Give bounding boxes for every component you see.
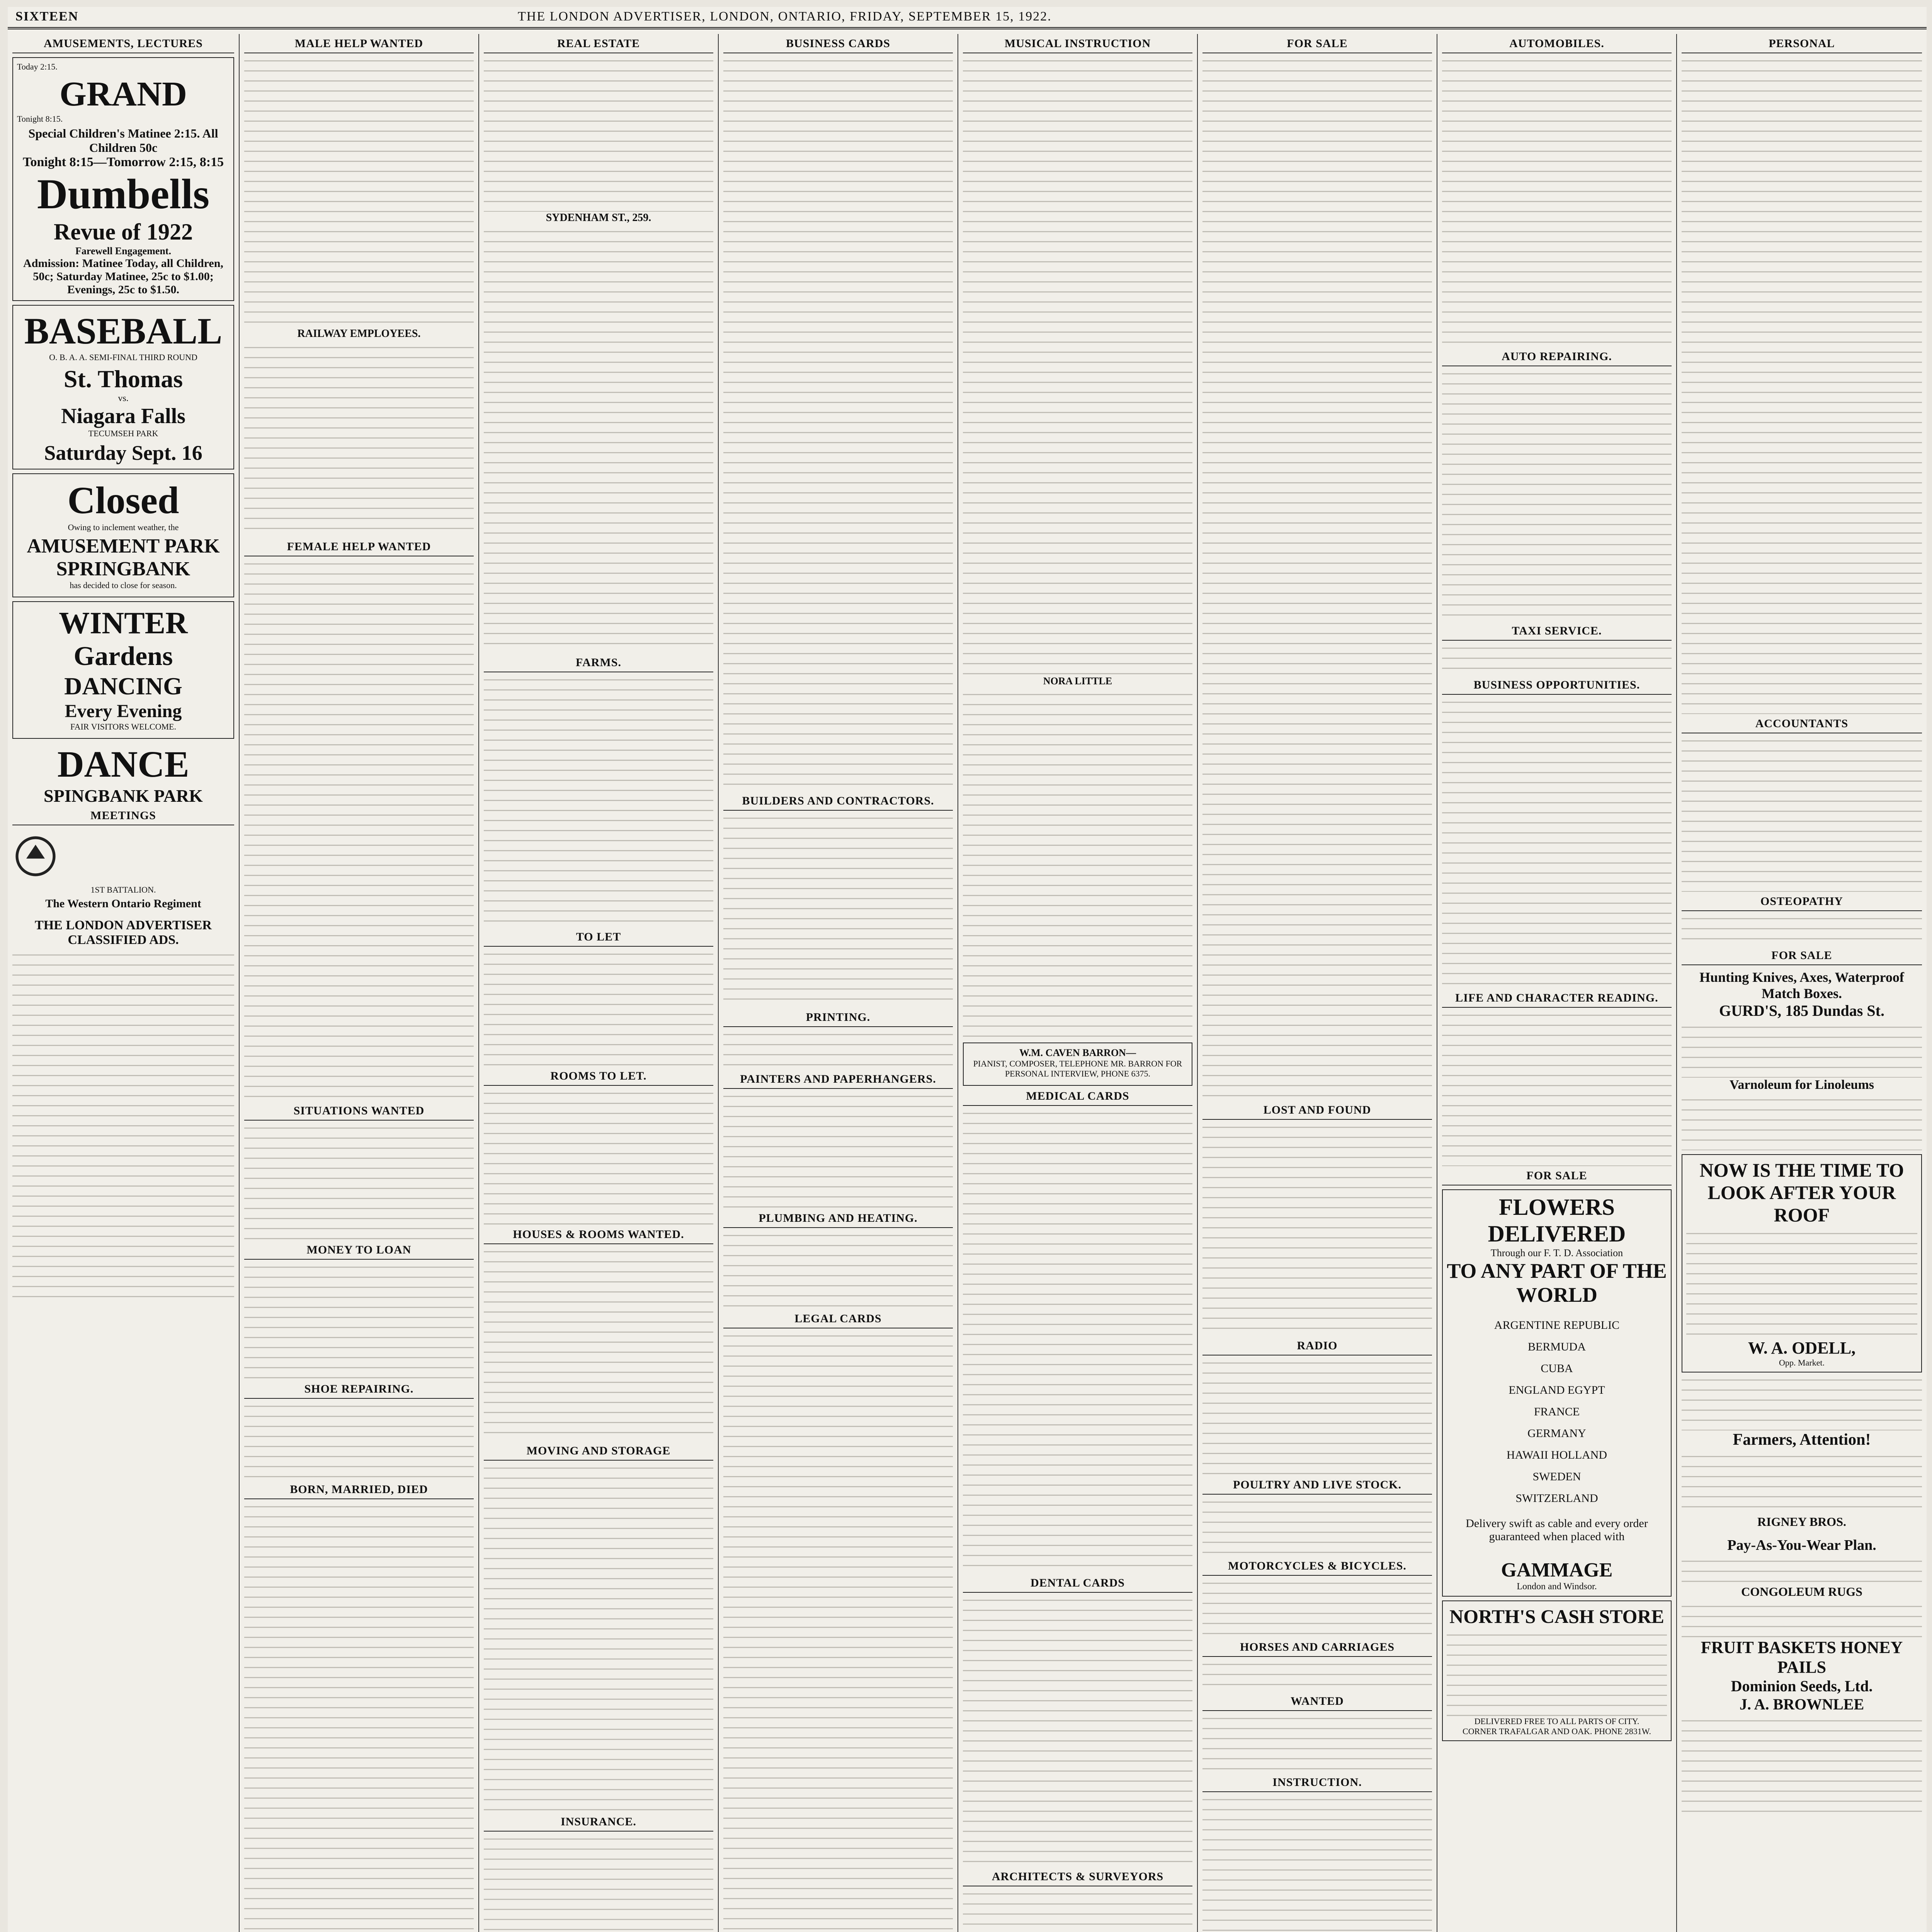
admission-text: Admission: Matinee Today, all Children, 50c; Saturday Matinee, 25c to $1.00; Evenings, 25c to $1.50. (23, 257, 223, 296)
section-header-meetings: MEETINGS (12, 809, 234, 825)
section-header-plumbing: PLUMBING AND HEATING. (723, 1212, 953, 1228)
section-header-painters: PAINTERS AND PAPERHANGERS. (723, 1073, 953, 1089)
column-text-block (1442, 699, 1672, 988)
grand-matinee: Special Children's Matinee 2:15. All Children 50c (28, 126, 218, 155)
section-header-motorcycles: MOTORCYCLES & BICYCLES. (1202, 1560, 1432, 1576)
section-header-wanted: WANTED (1202, 1695, 1432, 1711)
caven-details: PIANIST, COMPOSER, TELEPHONE MR. BARRON FOR PERSONAL INTERVIEW, PHONE 6375. (973, 1059, 1182, 1078)
column-text-block (484, 1248, 713, 1441)
column-amusements (8, 34, 240, 1932)
column-text-block (484, 676, 713, 927)
sydenham-title: SYDENHAM ST., 259. (546, 212, 651, 224)
section-header-to-let: TO LET (484, 930, 713, 947)
column-text-block (484, 57, 713, 212)
column-text-block (1202, 1498, 1432, 1556)
rigney-name: RIGNEY BROS. (1757, 1515, 1846, 1529)
column-text-block (244, 344, 474, 537)
team-st-thomas: St. Thomas (63, 365, 183, 393)
column-text-block (723, 815, 953, 1008)
column-text-block (723, 57, 953, 791)
baseball-ad (12, 305, 234, 469)
dance-title: DANCE (57, 743, 189, 785)
column-text-block (1682, 1453, 1922, 1515)
section-header-life: LIFE AND CHARACTER READING. (1442, 992, 1672, 1008)
game-date: Saturday Sept. 16 (44, 441, 202, 464)
column-text-block (1202, 1661, 1432, 1692)
grand-title: GRAND (60, 75, 187, 113)
masthead-title: THE LONDON ADVERTISER, LONDON, ONTARIO, FRIDAY, SEPTEMBER 15, 1922. (518, 9, 1052, 24)
revue-title: Revue of 1922 (54, 219, 193, 245)
column-text-block (484, 228, 713, 653)
odell-sub: Opp. Market. (1779, 1358, 1825, 1367)
section-header-real-estate: REAL ESTATE (484, 37, 713, 53)
varnoleum-ad: Varnoleum for Linoleums (1729, 1078, 1874, 1092)
amusement-park: AMUSEMENT PARK SPRINGBANK (27, 535, 220, 580)
section-header-business-opp: BUSINESS OPPORTUNITIES. (1442, 679, 1672, 695)
caven-barron-ad (963, 1043, 1192, 1086)
congoleum-title: CONGOLEUM RUGS (1741, 1585, 1862, 1599)
closed-sub: Owing to inclement weather, the (68, 522, 179, 532)
section-header-musical: MUSICAL INSTRUCTION (963, 37, 1192, 53)
column-text-block (244, 1264, 474, 1379)
country-item: SWITZERLAND (1515, 1492, 1598, 1505)
section-header-amusements: AMUSEMENTS, LECTURES (12, 37, 234, 53)
winter-title: WINTER (59, 606, 188, 640)
hunting-ad: Hunting Knives, Axes, Waterproof Match Boxes. (1699, 969, 1904, 1001)
norths-title: NORTH'S CASH STORE (1449, 1605, 1664, 1627)
section-header-rooms: ROOMS TO LET. (484, 1070, 713, 1086)
section-header-for-sale: FOR SALE (1202, 37, 1432, 53)
section-header-insurance: INSURANCE. (484, 1815, 713, 1832)
page-number: SIXTEEN (15, 9, 79, 24)
column-text-block (723, 1093, 953, 1209)
baseball-title: BASEBALL (24, 310, 223, 352)
odell-name: W. A. ODELL, (1748, 1338, 1856, 1357)
nora-little: NORA LITTLE (1043, 675, 1112, 687)
column-text-block (1682, 57, 1922, 714)
tecumseh-park: TECUMSEH PARK (88, 429, 158, 438)
section-header-lost: LOST AND FOUND (1202, 1104, 1432, 1120)
section-header-auto-repairing: AUTO REPAIRING. (1442, 350, 1672, 366)
fair-visitors: FAIR VISITORS WELCOME. (70, 722, 176, 731)
classified-ads-title: THE LONDON ADVERTISER CLASSIFIED ADS. (35, 918, 212, 947)
column-text-block (12, 951, 234, 1299)
flowers-title: FLOWERS DELIVERED (1488, 1194, 1626, 1247)
column-text-block (723, 1031, 953, 1070)
country-item: CUBA (1541, 1362, 1573, 1375)
column-text-block (1682, 915, 1922, 946)
column-text-block (1202, 1796, 1432, 1932)
caven-name: W.M. CAVEN BARRON— (1019, 1047, 1136, 1058)
column-text-block (1202, 1124, 1432, 1336)
column-text-block (1202, 1580, 1432, 1638)
column-text-block (1682, 1603, 1922, 1638)
section-header-automobiles: AUTOMOBILES. (1442, 37, 1672, 53)
column-text-block (1202, 1715, 1432, 1773)
closed-ad (12, 473, 234, 597)
section-header-houses: HOUSES & ROOMS WANTED. (484, 1228, 713, 1244)
gammage-sub: London and Windsor. (1517, 1582, 1597, 1592)
team-niagara: Niagara Falls (61, 404, 185, 428)
section-header-born: BORN, MARRIED, DIED (244, 1483, 474, 1499)
column-text-block (1682, 1558, 1922, 1585)
winter-gardens-ad (12, 601, 234, 739)
column-for-sale (1198, 34, 1437, 1932)
country-item: BERMUDA (1527, 1340, 1586, 1353)
column-personal (1677, 34, 1927, 1932)
grand-times: Tonight 8:15—Tomorrow 2:15, 8:15 (22, 155, 224, 169)
section-header-accountants: ACCOUNTANTS (1682, 717, 1922, 733)
column-text-block (1442, 1012, 1672, 1166)
column-real-estate (479, 34, 719, 1932)
section-header-farms: FARMS. (484, 656, 713, 672)
gurds-ad: GURD'S, 185 Dundas St. (1719, 1002, 1884, 1019)
closed-title: Closed (67, 479, 179, 522)
dumbells-title: Dumbells (37, 170, 210, 218)
column-text-block (1202, 1359, 1432, 1475)
brownlee-name: J. A. BROWNLEE (1739, 1696, 1864, 1713)
gammage-title: GAMMAGE (1501, 1559, 1613, 1581)
section-header-male-help: MALE HELP WANTED (244, 37, 474, 53)
dominion-seeds: Dominion Seeds, Ltd. (1731, 1677, 1873, 1695)
pay-as-you-wear: Pay-As-You-Wear Plan. (1727, 1537, 1876, 1553)
grand-tonight: Tonight 8:15. (17, 114, 63, 124)
section-header-situations: SITUATIONS WANTED (244, 1104, 474, 1121)
section-header-printing: PRINTING. (723, 1011, 953, 1027)
battalion: 1ST BATTALION. (90, 885, 156, 895)
column-text-block (1442, 370, 1672, 621)
section-header-moving: MOVING AND STORAGE (484, 1444, 713, 1461)
delivery-text: Delivery swift as cable and every order guaranteed when placed with (1466, 1517, 1648, 1543)
country-item: ARGENTINE REPUBLIC (1494, 1319, 1620, 1332)
column-text-block (963, 691, 1192, 1039)
section-header-for-sale-2: FOR SALE (1442, 1169, 1672, 1185)
newspaper-page (8, 7, 1927, 1932)
column-text-block (244, 560, 474, 1101)
country-item: ENGLAND EGYPT (1509, 1384, 1605, 1396)
norths-delivered: DELIVERED FREE TO ALL PARTS OF CITY. (1474, 1716, 1639, 1726)
column-text-block (723, 1332, 953, 1931)
section-header-taxi: TAXI SERVICE. (1442, 624, 1672, 641)
column-text-block (1202, 57, 1432, 1100)
column-text-block (1682, 1024, 1922, 1078)
column-text-block (1686, 1230, 1917, 1338)
flowers-ad (1442, 1189, 1672, 1597)
section-header-shoe: SHOE REPAIRING. (244, 1383, 474, 1399)
section-header-architects: ARCHITECTS & SURVEYORS (963, 1870, 1192, 1886)
column-text-block (963, 1597, 1192, 1867)
country-item: GERMANY (1527, 1427, 1586, 1440)
column-help-wanted (240, 34, 479, 1932)
roof-ad (1682, 1154, 1922, 1372)
any-part-world: TO ANY PART OF THE WORLD (1447, 1259, 1667, 1306)
column-text-block (1442, 57, 1672, 347)
section-header-personal: PERSONAL (1682, 37, 1922, 53)
grand-today: Today 2:15. (17, 62, 58, 71)
grand-ad (12, 57, 234, 301)
column-text-block (244, 57, 474, 328)
column-musical (958, 34, 1198, 1932)
section-header-builders: BUILDERS AND CONTRACTORS. (723, 794, 953, 811)
price-list (1447, 1631, 1667, 1716)
gardens-title: Gardens (73, 641, 173, 671)
column-text-block (244, 1503, 474, 1932)
column-text-block (963, 57, 1192, 675)
section-header-legal: LEGAL CARDS (723, 1312, 953, 1328)
column-text-block (1682, 1376, 1922, 1430)
section-header-instruction: INSTRUCTION. (1202, 1776, 1432, 1792)
column-text-block (1682, 737, 1922, 892)
column-text-block (484, 951, 713, 1066)
section-header-dental: DENTAL CARDS (963, 1577, 1192, 1593)
country-item: SWEDEN (1532, 1470, 1581, 1483)
country-item: FRANCE (1534, 1405, 1580, 1418)
column-automobiles (1437, 34, 1677, 1932)
fruit-baskets-title: FRUIT BASKETS HONEY PAILS (1701, 1638, 1903, 1677)
section-header-osteopathy: OSTEOPATHY (1682, 895, 1922, 911)
norths-address: CORNER TRAFALGAR AND OAK. PHONE 2831W. (1463, 1726, 1651, 1736)
column-business (719, 34, 958, 1932)
column-text-block (484, 1835, 713, 1932)
section-header-business: BUSINESS CARDS (723, 37, 953, 53)
closed-season: has decided to close for season. (70, 580, 177, 590)
section-header-money: MONEY TO LOAN (244, 1243, 474, 1260)
masthead (8, 7, 1927, 29)
flowers-sub: Through our F. T. D. Association (1490, 1247, 1623, 1259)
section-header-poultry: POULTRY AND LIVE STOCK. (1202, 1478, 1432, 1495)
column-text-block (484, 1090, 713, 1225)
roof-title: NOW IS THE TIME TO LOOK AFTER YOUR ROOF (1699, 1159, 1904, 1226)
country-list (1447, 1315, 1667, 1509)
column-text-block (1682, 1096, 1922, 1150)
farewell-text: Farewell Engagement. (75, 245, 171, 257)
farmers-title: Farmers, Attention! (1733, 1431, 1871, 1449)
section-header-medical: MEDICAL CARDS (963, 1090, 1192, 1106)
section-header-horses: HORSES AND CARRIAGES (1202, 1641, 1432, 1657)
column-text-block (963, 1110, 1192, 1573)
semi-final: O. B. A. A. SEMI-FINAL THIRD ROUND (49, 352, 197, 362)
column-text-block (723, 1232, 953, 1309)
every-evening: Every Evening (65, 701, 182, 721)
column-text-block (244, 1403, 474, 1480)
section-header-for-sale-3: FOR SALE (1682, 949, 1922, 965)
section-header-female-help: FEMALE HELP WANTED (244, 540, 474, 556)
versus: vs. (118, 393, 129, 403)
norths-ad (1442, 1600, 1672, 1741)
column-text-block (963, 1890, 1192, 1932)
spingbank-title: SPINGBANK PARK (44, 786, 203, 806)
column-text-block (1682, 1717, 1922, 1814)
country-item: HAWAII HOLLAND (1506, 1449, 1607, 1461)
regiment-emblem-icon (12, 833, 59, 879)
regiment-name: The Western Ontario Regiment (45, 897, 201, 910)
column-text-block (1442, 645, 1672, 675)
column-text-block (244, 1124, 474, 1240)
railway-employees: RAILWAY EMPLOYEES. (297, 328, 421, 340)
section-header-radio: RADIO (1202, 1339, 1432, 1355)
dancing-title: DANCING (64, 672, 182, 700)
column-text-block (484, 1464, 713, 1812)
